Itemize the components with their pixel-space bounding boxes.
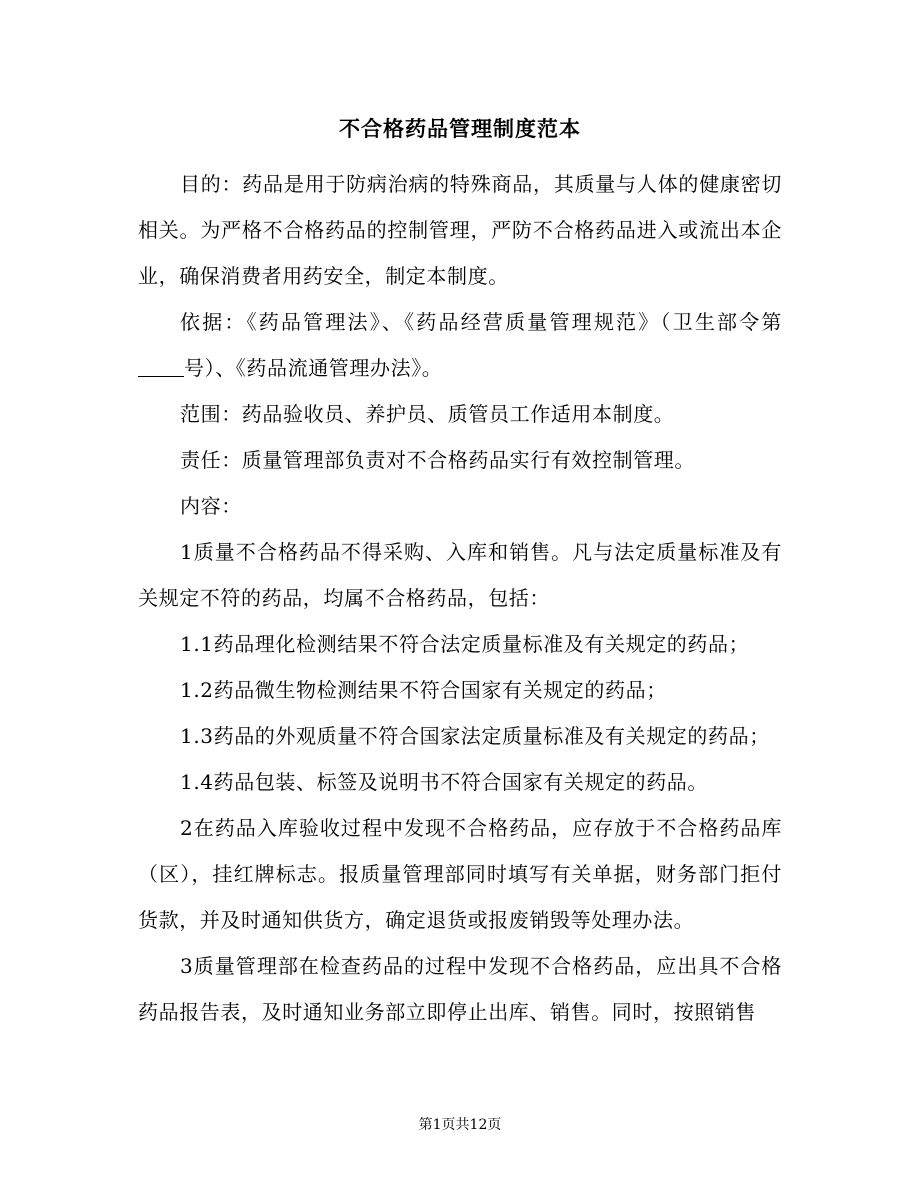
item-1-2: 1.2药品微生物检测结果不符合国家有关规定的药品； [180, 678, 667, 702]
item-1-1: 1.1药品理化检测结果不符合法定质量标准及有关规定的药品； [180, 632, 750, 656]
fill-in-blank [138, 356, 184, 377]
item-1: 1质量不合格药品不得采购、入库和销售。凡与法定质量标准及有关规定不符的药品，均属不合格药品，包括： [138, 540, 782, 610]
item-2: 2在药品入库验收过程中发现不合格药品，应存放于不合格药品库（区），挂红牌标志。报质量管理部同时填写有关单据，财务部门拒付货款，并及时通知供货方，确定退货或报废销毁等处理办法。 [138, 816, 782, 932]
item-3: 3质量管理部在检查药品的过程中发现不合格药品，应出具不合格药品报告表，及时通知业务部立即停止出库、销售。同时，按照销售 [138, 954, 782, 1024]
item-1-4: 1.4药品包装、标签及说明书不符合国家有关规定的药品。 [180, 770, 709, 794]
page-indicator: 第1页共12页 [418, 1117, 502, 1133]
document-title: 不合格药品管理制度范本 [339, 116, 581, 141]
basis-text-end: 号）、《药品流通管理办法》。 [184, 356, 443, 380]
basis-paragraph [138, 299, 782, 391]
document-body [138, 161, 782, 1035]
responsibility-paragraph: 责任：质量管理部负责对不合格药品实行有效控制管理。 [180, 448, 695, 472]
basis-text-start: 依据：《药品管理法》、《药品经营质量管理规范》（卫生部令第 [180, 310, 782, 334]
item-1-3: 1.3药品的外观质量不符合国家法定质量标准及有关规定的药品； [180, 724, 770, 748]
purpose-paragraph: 目的：药品是用于防病治病的特殊商品，其质量与人体的健康密切相关。为严格不合格药品的控制管理，严防不合格药品进入或流出本企业，确保消费者用药安全，制定本制度。 [138, 172, 782, 288]
scope-paragraph: 范围：药品验收员、养护员、质管员工作适用本制度。 [180, 402, 675, 426]
content-label: 内容： [180, 494, 242, 518]
